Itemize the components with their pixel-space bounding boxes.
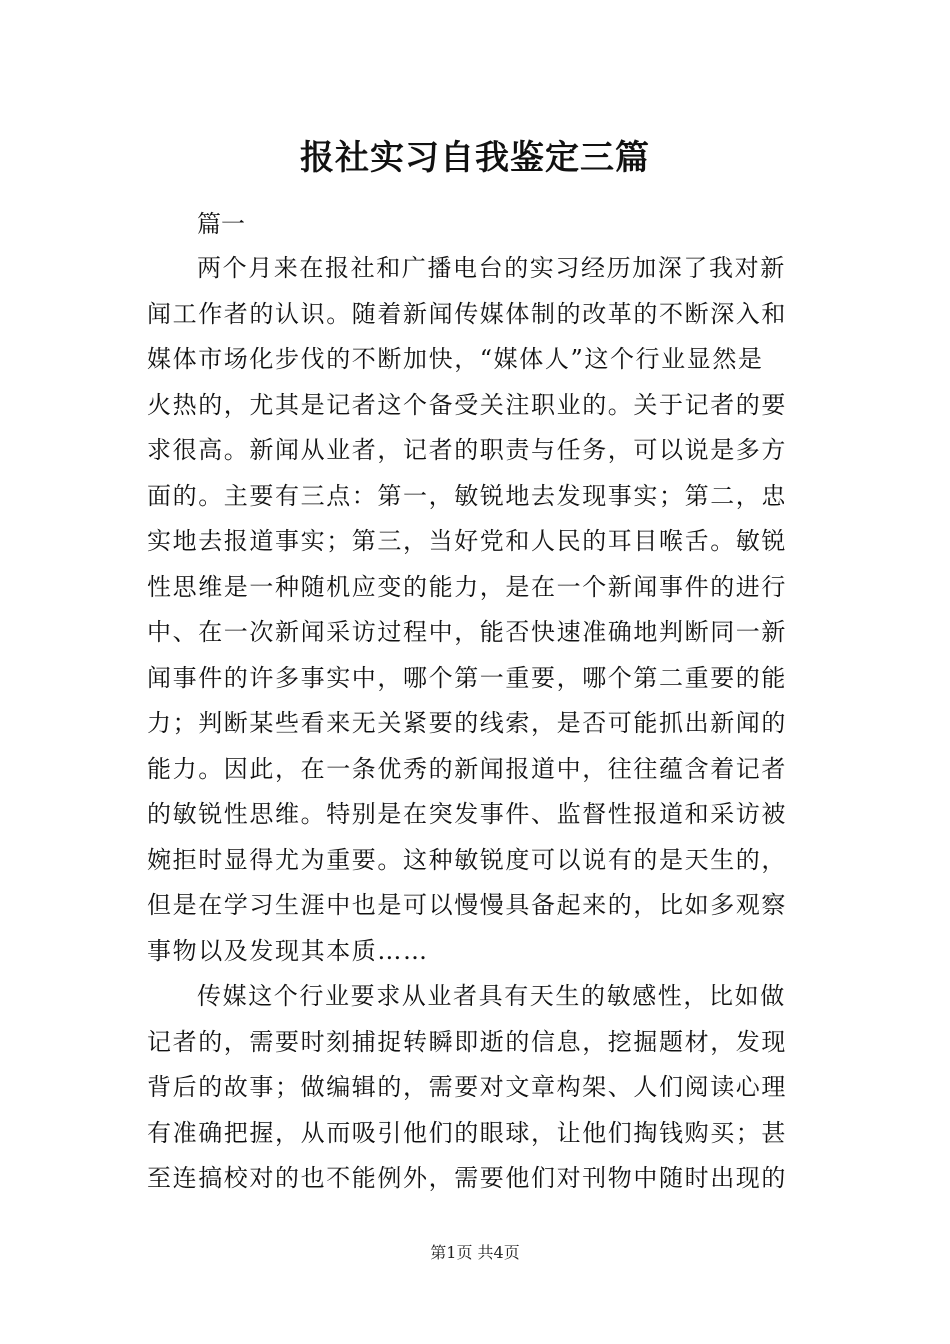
paragraph-line: 性思维是一种随机应变的能力，是在一个新闻事件的进行: [147, 572, 787, 601]
paragraph-line: 力；判断某些看来无关紧要的线索，是否可能抓出新闻的: [147, 709, 787, 737]
page-indicator: 第1页 共4页: [430, 1243, 520, 1262]
paragraph-line: 但是在学习生涯中也是可以慢慢具备起来的，比如多观察: [147, 891, 787, 919]
paragraph-line: 面的。主要有三点：第一，敏锐地去发现事实；第二，忠: [147, 481, 787, 510]
paragraph-line: 有准确把握，从而吸引他们的眼球，让他们掏钱购买；甚: [147, 1118, 787, 1147]
paragraph-line: 至连搞校对的也不能例外，需要他们对刊物中随时出现的: [147, 1164, 787, 1192]
paragraph-line: 背后的故事；做编辑的，需要对文章构架、人们阅读心理: [147, 1073, 787, 1101]
paragraph-line: 的敏锐性思维。特别是在突发事件、监督性报道和采访被: [147, 800, 787, 828]
paragraph-line: 闻事件的许多事实中，哪个第一重要，哪个第二重要的能: [147, 663, 787, 692]
paragraph-line: 能力。因此，在一条优秀的新闻报道中，往往蕴含着记者: [147, 754, 787, 783]
paragraph-line: 事物以及发现其本质……: [147, 936, 429, 965]
paragraph-line: 媒体市场化步伐的不断加快，“媒体人”这个行业显然是: [147, 345, 764, 373]
body-text: [147, 246, 807, 1202]
paragraph-line: 求很高。新闻从业者，记者的职责与任务，可以说是多方: [147, 436, 787, 464]
paragraph-line: 传媒这个行业要求从业者具有天生的敏感性，比如做: [197, 982, 786, 1010]
document-title: 报社实习自我鉴定三篇: [300, 138, 650, 178]
paragraph-line: 火热的，尤其是记者这个备受关注职业的。关于记者的要: [147, 390, 787, 419]
paragraph-line: 中、在一次新闻采访过程中，能否快速准确地判断同一新: [147, 618, 787, 646]
paragraph-line: 实地去报道事实；第三，当好党和人民的耳目喉舌。敏锐: [147, 527, 787, 555]
paragraph-line: 记者的，需要时刻捕捉转瞬即逝的信息，挖掘题材，发现: [147, 1027, 787, 1056]
paragraph-line: 婉拒时显得尤为重要。这种敏锐度可以说有的是天生的，: [147, 845, 787, 874]
paragraph-line: 两个月来在报社和广播电台的实习经历加深了我对新: [197, 254, 786, 282]
section-label: 篇一: [197, 210, 245, 238]
paragraph-line: 闻工作者的认识。随着新闻传媒体制的改革的不断深入和: [147, 299, 787, 328]
